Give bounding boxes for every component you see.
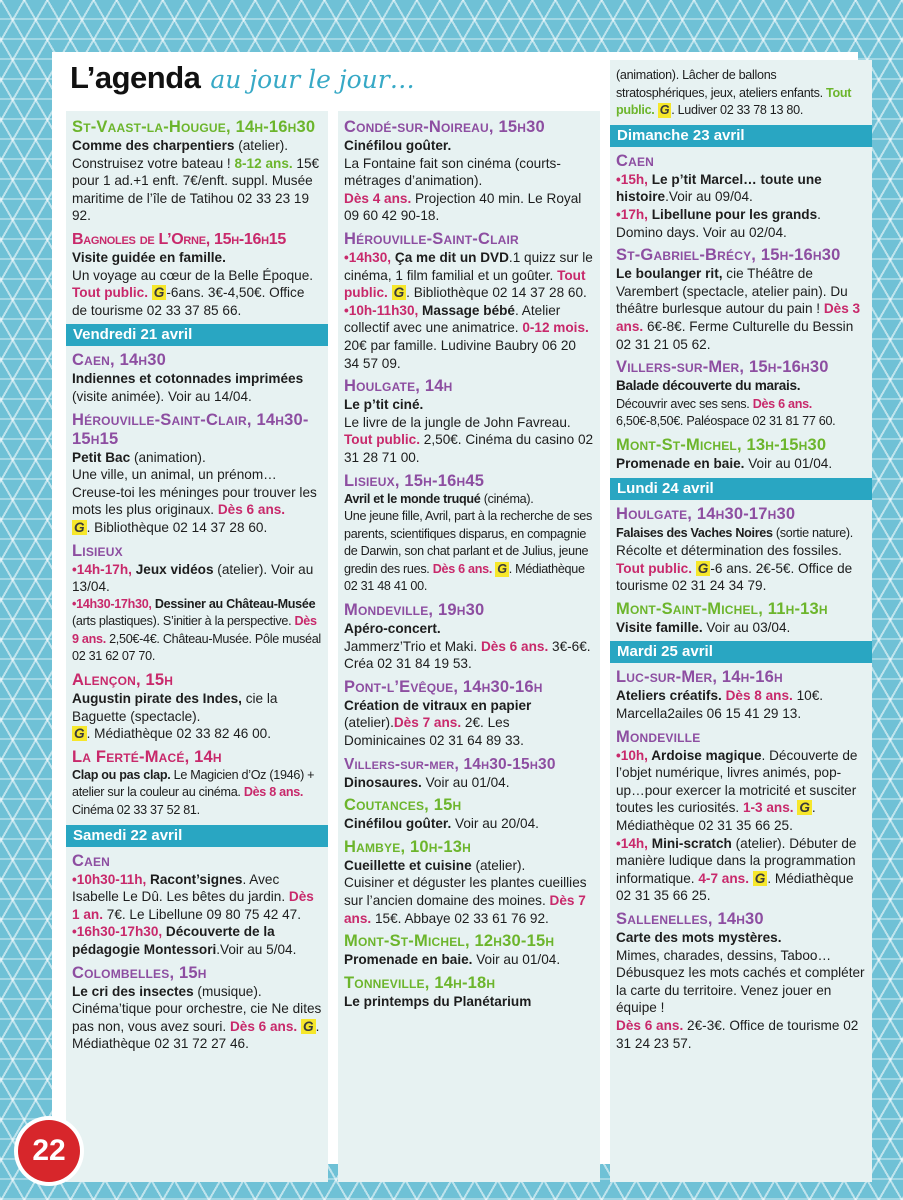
event-place: Caen, 14h30 — [72, 351, 166, 370]
event-title: Ateliers créatifs. — [616, 688, 722, 704]
event-text: .1 quizz sur le cinéma, 1 film familial et un goûter. — [344, 249, 593, 283]
audience-label: Tout public. — [616, 560, 693, 576]
page-header — [70, 60, 415, 110]
event-text: . Médiathèque 02 31 72 27 46. — [72, 1018, 320, 1052]
event-place: Bagnoles de L’Orne, 15h-16h15 — [72, 230, 286, 248]
event-text: . Médiathèque 02 31 35 66 25. — [616, 800, 816, 834]
agenda-column-2 — [338, 111, 600, 1182]
event-lisieux-2 — [344, 472, 594, 597]
event-title: Carte des mots mystères. — [616, 930, 782, 945]
event-title: Promenade en baie. — [616, 455, 745, 471]
event-place: Caen — [616, 151, 655, 170]
event-mondeville-2 — [616, 728, 866, 905]
event-text: . Atelier collectif avec une animatrice. — [344, 302, 561, 336]
event-text: 10€. Marcella2ailes 06 15 41 29 13. — [616, 688, 824, 722]
age-label: Dès 7 ans. — [393, 715, 462, 731]
event-luc-sur-mer — [616, 668, 866, 722]
age-label: Dès 6 ans. — [432, 561, 493, 576]
event-mont-saint-michel-3 — [616, 600, 866, 637]
event-text: . Bibliothèque 02 14 37 28 60. — [86, 519, 268, 535]
event-place: Colombelles, 15h — [72, 963, 207, 982]
event-text: . Médiathèque 02 33 82 46 00. — [86, 726, 271, 742]
event-title: Ardoise magique — [647, 747, 762, 763]
age-label: 4-7 ans. — [698, 870, 749, 886]
event-text: Le livre de la jungle de John Favreau. — [344, 414, 571, 430]
event-text: Voir au 01/04. — [472, 952, 561, 968]
event-hambye — [344, 838, 594, 927]
event-place: St-Gabriel-Brécy, 15h-16h30 — [616, 246, 841, 265]
event-houlgate-2 — [616, 505, 866, 595]
event-lisieux-1 — [72, 542, 322, 667]
age-label: Dès 6 ans. — [480, 638, 549, 654]
age-label: Dès 8 ans. — [721, 688, 793, 704]
age-label: Dès 6 ans. — [616, 1017, 684, 1033]
free-badge-icon: G — [799, 800, 810, 816]
event-conde — [344, 118, 594, 225]
age-label: Dès 6 ans. — [217, 502, 286, 518]
event-text: Voir au 20/04. — [451, 816, 539, 832]
event-place: Mondeville, 19h30 — [344, 601, 485, 620]
event-place: Hérouville-Saint-Clair, 14h30-15h15 — [72, 410, 309, 448]
event-colombelles — [72, 964, 322, 1053]
event-title: Le p’tit Marcel… toute une histoire — [616, 171, 822, 205]
event-st-vaast — [72, 118, 322, 225]
event-place: Tonneville, 14h-18h — [344, 973, 496, 992]
event-text: Récolte et détermination des fossiles. — [616, 543, 842, 559]
event-text: Découvrir avec ses sens. — [616, 396, 753, 411]
event-tonneville — [344, 974, 594, 1011]
event-place: Mont-St-Michel, 12h30-15h — [344, 932, 555, 951]
event-houlgate-1 — [344, 377, 594, 466]
event-text: (atelier). — [234, 138, 289, 153]
event-time: •16h30-17h30, — [72, 924, 163, 940]
event-place: Villers-sur-mer, 14h30-15h30 — [344, 755, 556, 773]
day-header-dimanche: Dimanche 23 avril — [610, 125, 872, 147]
age-label: 1-3 ans. — [742, 800, 794, 816]
event-herouville-1 — [72, 411, 322, 537]
event-title: Le p’tit ciné. — [344, 397, 424, 413]
event-place: Villers-sur-Mer, 15h-16h30 — [616, 358, 829, 377]
free-badge-icon: G — [659, 103, 670, 118]
day-header-lundi: Lundi 24 avril — [610, 478, 872, 500]
event-time: •14h-17h, — [72, 561, 132, 577]
event-title: Cinéfilou goûter. — [344, 816, 452, 832]
event-text: . Domino days. Voir au 02/04. — [616, 206, 821, 240]
event-text: 6,50€-8,50€. Paléospace 02 31 81 77 60. — [616, 414, 836, 429]
event-title: Ça me dit un DVD — [391, 249, 509, 265]
event-text: . Médiathèque 02 31 35 66 25. — [616, 870, 854, 904]
event-text: Cinéma 02 33 37 52 81. — [72, 803, 200, 818]
event-alencon — [72, 671, 322, 743]
audience-label: Tout public. — [344, 267, 586, 301]
event-place: Alençon, 15h — [72, 671, 174, 690]
event-title: Visite guidée en famille. — [72, 249, 226, 265]
event-pont-leveque — [344, 678, 594, 750]
event-text: Une ville, un animal, un prénom… Creuse-toi les méninges pour trouver les mots les plus originaux. — [72, 467, 317, 518]
event-text: (animation). — [130, 449, 206, 465]
event-title: Massage bébé — [418, 302, 515, 318]
event-text: 2€-3€. Office de tourisme 02 31 24 23 57. — [616, 1017, 859, 1051]
event-title: Le printemps du Planétarium — [344, 993, 532, 1009]
event-mont-st-michel-1 — [344, 932, 594, 969]
event-text: Mimes, charades, dessins, Taboo… Débusquez les mots cachés et compléter la carte du territoire. Venez jouer en équipe ! — [616, 947, 865, 1016]
event-text: .Voir au 09/04. — [665, 189, 753, 205]
event-title: Le boulanger rit, — [616, 266, 723, 282]
event-text: . Avec Isabelle Le Dû. Les bêtes du jardin. — [72, 871, 289, 905]
event-time: •14h30, — [344, 249, 392, 265]
event-villers-1 — [344, 755, 594, 792]
event-title: Jeux vidéos — [131, 561, 214, 577]
event-text: cie la Baguette (spectacle). — [72, 691, 278, 724]
free-badge-icon: G — [497, 561, 507, 576]
event-title: Le cri des insectes — [72, 983, 194, 999]
event-place: Mont-St-Michel, 13h-15h30 — [616, 435, 827, 454]
event-text: 2,50€-4€. Château-Musée. Pôle muséal 02 31 62 07 70. — [72, 631, 321, 664]
event-title: Petit Bac — [72, 449, 131, 465]
event-sallenelles — [616, 910, 866, 1052]
event-title: Promenade en baie. — [344, 952, 473, 968]
event-text: Jammerz’Trio et Maki. — [344, 638, 481, 654]
free-badge-icon: G — [302, 1018, 314, 1034]
event-text: 15€ pour 1 ad.+1 enft. 7€/enft. suppl. Musée maritime de l’île de Tatihou 02 33 23 19 92. — [72, 155, 320, 224]
event-text: 2€. Les Dominicaines 02 31 64 89 33. — [344, 715, 524, 749]
agenda-page — [52, 52, 865, 1164]
event-time: •10h-11h30, — [344, 302, 419, 318]
free-badge-icon: G — [697, 560, 709, 576]
day-header-samedi: Samedi 22 avril — [66, 825, 328, 847]
event-title: Visite famille. — [616, 619, 703, 635]
event-herouville-2 — [344, 230, 594, 372]
age-label: 0-12 mois. — [522, 320, 589, 336]
event-text: Le Magicien d’Oz (1946) + atelier sur la couleur au cinéma. — [72, 767, 315, 800]
event-place: St-Vaast-la-Hougue, 14h-16h30 — [72, 118, 316, 136]
event-place: Houlgate, 14h30-17h30 — [616, 504, 796, 523]
event-text: Voir au 01/04. — [744, 455, 833, 471]
event-text: -6 ans. 2€-5€. Office de tourisme 02 31 24 34 79. — [616, 560, 853, 594]
event-text: (musique). — [193, 983, 262, 999]
event-coutances — [344, 796, 594, 833]
event-title: Indiennes et cotonnades imprimées — [72, 371, 304, 387]
event-title: Dinosaures. — [344, 774, 422, 790]
event-text: Un voyage au cœur de la Belle Époque. — [72, 267, 314, 283]
event-tonneville-continued — [616, 67, 866, 120]
event-title: Découverte de la pédagogie Montessori — [72, 924, 275, 957]
event-text: (atelier). Débuter de manière ludique dans la programmation informatique. — [616, 835, 857, 886]
event-text: (atelier). — [344, 715, 394, 731]
event-text: cie Théâtre de Varembert (spectacle, atelier pain). Du théâtre burlesque autour du pain ! — [616, 266, 848, 317]
age-label: 8-12 ans. — [234, 155, 293, 171]
event-text: . Bibliothèque 02 14 37 28 60. — [406, 285, 587, 301]
event-text: 3€-6€. Créa 02 31 84 19 53. — [344, 638, 591, 672]
audience-label: Tout public. — [72, 285, 149, 301]
page-number: 22 — [18, 1120, 80, 1182]
event-text: (atelier). — [471, 857, 526, 873]
event-text: Voir au 01/04. — [421, 774, 510, 790]
event-place: Hérouville-Saint-Clair — [344, 229, 519, 248]
age-label: Dès 9 ans. — [72, 614, 317, 646]
event-text: Cinéma’tique pour orchestre, cie Ne dites pas non, vous avez souri. — [72, 1001, 322, 1034]
event-text: Construisez votre bateau ! — [72, 155, 235, 171]
age-label: Dès 8 ans. — [243, 785, 304, 800]
event-text: .Voir au 5/04. — [216, 942, 297, 957]
event-time: •15h, — [616, 171, 648, 187]
event-text: Projection 40 min. Le Royal 09 60 42 90-18. — [344, 190, 582, 224]
event-text: (atelier). Voir au 13/04. — [72, 561, 314, 595]
event-title: Racont’signes — [146, 871, 243, 887]
event-title: Cueillette et cuisine — [344, 857, 472, 873]
event-text: Voir au 03/04. — [702, 619, 791, 635]
event-text: . Découverte de l’objet numérique, livres animés, pop-up…pour exercer la motricité et susciter toutes les curiosités. — [616, 747, 858, 816]
event-text: 2,50€. Cinéma du casino 02 31 28 71 00. — [344, 432, 594, 465]
event-place: Houlgate, 14h — [344, 377, 453, 396]
age-label: Dès 3 ans. — [616, 301, 861, 334]
event-title: Apéro-concert. — [344, 621, 441, 637]
event-text: . Médiathèque 02 31 48 41 00. — [344, 561, 585, 594]
page-title: L’agenda — [70, 60, 201, 95]
free-badge-icon: G — [153, 285, 165, 301]
event-time: •14h, — [616, 835, 648, 851]
event-title: Cinéfilou goûter. — [344, 138, 452, 153]
event-caen-2 — [72, 852, 322, 959]
event-text: 7€. Le Libellune 09 80 75 42 47. — [102, 906, 302, 922]
event-place: Mondeville — [616, 727, 701, 746]
event-text: 15€. Abbaye 02 33 61 76 92. — [371, 910, 549, 926]
event-text: Une jeune fille, Avril, part à la recherche de ses parents, scientifiques disparus, en compagnie de Darwin, son chat parlant et de Julius, jeune gredin des rues. — [344, 509, 592, 576]
event-title: Balade découverte du marais. — [616, 378, 801, 394]
event-title: Libellune pour les grands — [647, 206, 818, 222]
event-time: •10h, — [616, 747, 648, 763]
event-text: (arts plastiques). S’initier à la perspective. — [72, 614, 295, 629]
event-text: La Fontaine fait son cinéma (courts-métrages d’animation). — [344, 155, 561, 189]
age-label: Dès 6 ans. — [229, 1018, 298, 1034]
event-st-gabriel — [616, 246, 866, 353]
event-text: (cinéma). — [480, 491, 534, 506]
free-badge-icon: G — [74, 519, 85, 535]
event-text: (visite animée). Voir au 14/04. — [72, 388, 252, 404]
age-label: Dès 7 ans. — [344, 893, 586, 926]
free-badge-icon: G — [754, 870, 766, 886]
event-caen-3 — [616, 152, 866, 241]
event-title: Dessiner au Château-Musée — [151, 596, 316, 611]
event-text: -6ans. 3€-4,50€. Office de tourisme 02 33 37 85 66. — [72, 285, 305, 318]
event-text: . Ludiver 02 33 78 13 80. — [671, 103, 804, 118]
event-place: Luc-sur-Mer, 14h-16h — [616, 668, 783, 687]
event-place: Lisieux, 15h-16h45 — [344, 471, 485, 490]
event-place: Caen — [72, 851, 111, 870]
audience-label: Tout public. — [344, 432, 421, 448]
event-title: Avril et le monde truqué — [344, 491, 481, 506]
free-badge-icon: G — [393, 285, 405, 301]
age-label: Dès 4 ans. — [344, 190, 412, 206]
age-label: Dès 1 an. — [72, 889, 314, 922]
event-text: (sortie nature). — [772, 525, 854, 540]
event-time: •14h30-17h30, — [72, 596, 152, 611]
event-time: •10h30-11h, — [72, 871, 147, 887]
event-place: Coutances, 15h — [344, 796, 462, 815]
event-caen-1 — [72, 351, 322, 405]
event-title: Clap ou pas clap. — [72, 767, 171, 782]
event-text: 6€-8€. Ferme Culturelle du Bessin 02 31 21 05 62. — [616, 318, 854, 352]
event-villers-2 — [616, 358, 866, 431]
agenda-column-1 — [66, 111, 328, 1182]
event-mondeville-1 — [344, 601, 594, 673]
event-place: Pont-l’Evêque, 14h30-16h — [344, 677, 543, 696]
free-badge-icon: G — [74, 726, 85, 742]
event-ferte-mace — [72, 748, 322, 820]
event-place: La Ferté-Macé, 14h — [72, 747, 222, 766]
event-text: Cuisiner et déguster les plantes cueillies sur l’ancien domaine des moines. — [344, 875, 587, 908]
page-subtitle: au jour le jour… — [210, 65, 415, 94]
event-time: •17h, — [616, 206, 648, 222]
event-place: Lisieux — [72, 541, 123, 560]
event-title: Augustin pirate des Indes, — [72, 691, 242, 707]
event-place: Hambye, 10h-13h — [344, 837, 471, 856]
day-header-mardi: Mardi 25 avril — [610, 641, 872, 663]
event-place: Condé-sur-Noireau, 15h30 — [344, 118, 545, 136]
event-title: Comme des charpentiers — [72, 138, 235, 153]
event-title: Falaises des Vaches Noires — [616, 525, 773, 540]
event-text: 20€ par famille. Ludivine Baubry 06 20 34 57 09. — [344, 337, 576, 371]
day-header-vendredi: Vendredi 21 avril — [66, 324, 328, 346]
event-place: Mont-Saint-Michel, 11h-13h — [616, 599, 828, 618]
event-mont-st-michel-2 — [616, 436, 866, 473]
event-title: Création de vitraux en papier — [344, 697, 532, 713]
event-text: (animation). Lâcher de ballons stratosphériques, jeux, ateliers enfants. — [616, 68, 827, 100]
event-bagnoles — [72, 230, 322, 319]
event-place: Sallenelles, 14h30 — [616, 910, 764, 928]
audience-label: Tout public. — [616, 85, 852, 118]
age-label: Dès 6 ans. — [752, 396, 812, 411]
agenda-column-3 — [610, 60, 872, 1182]
event-title: Mini-scratch — [647, 835, 732, 851]
